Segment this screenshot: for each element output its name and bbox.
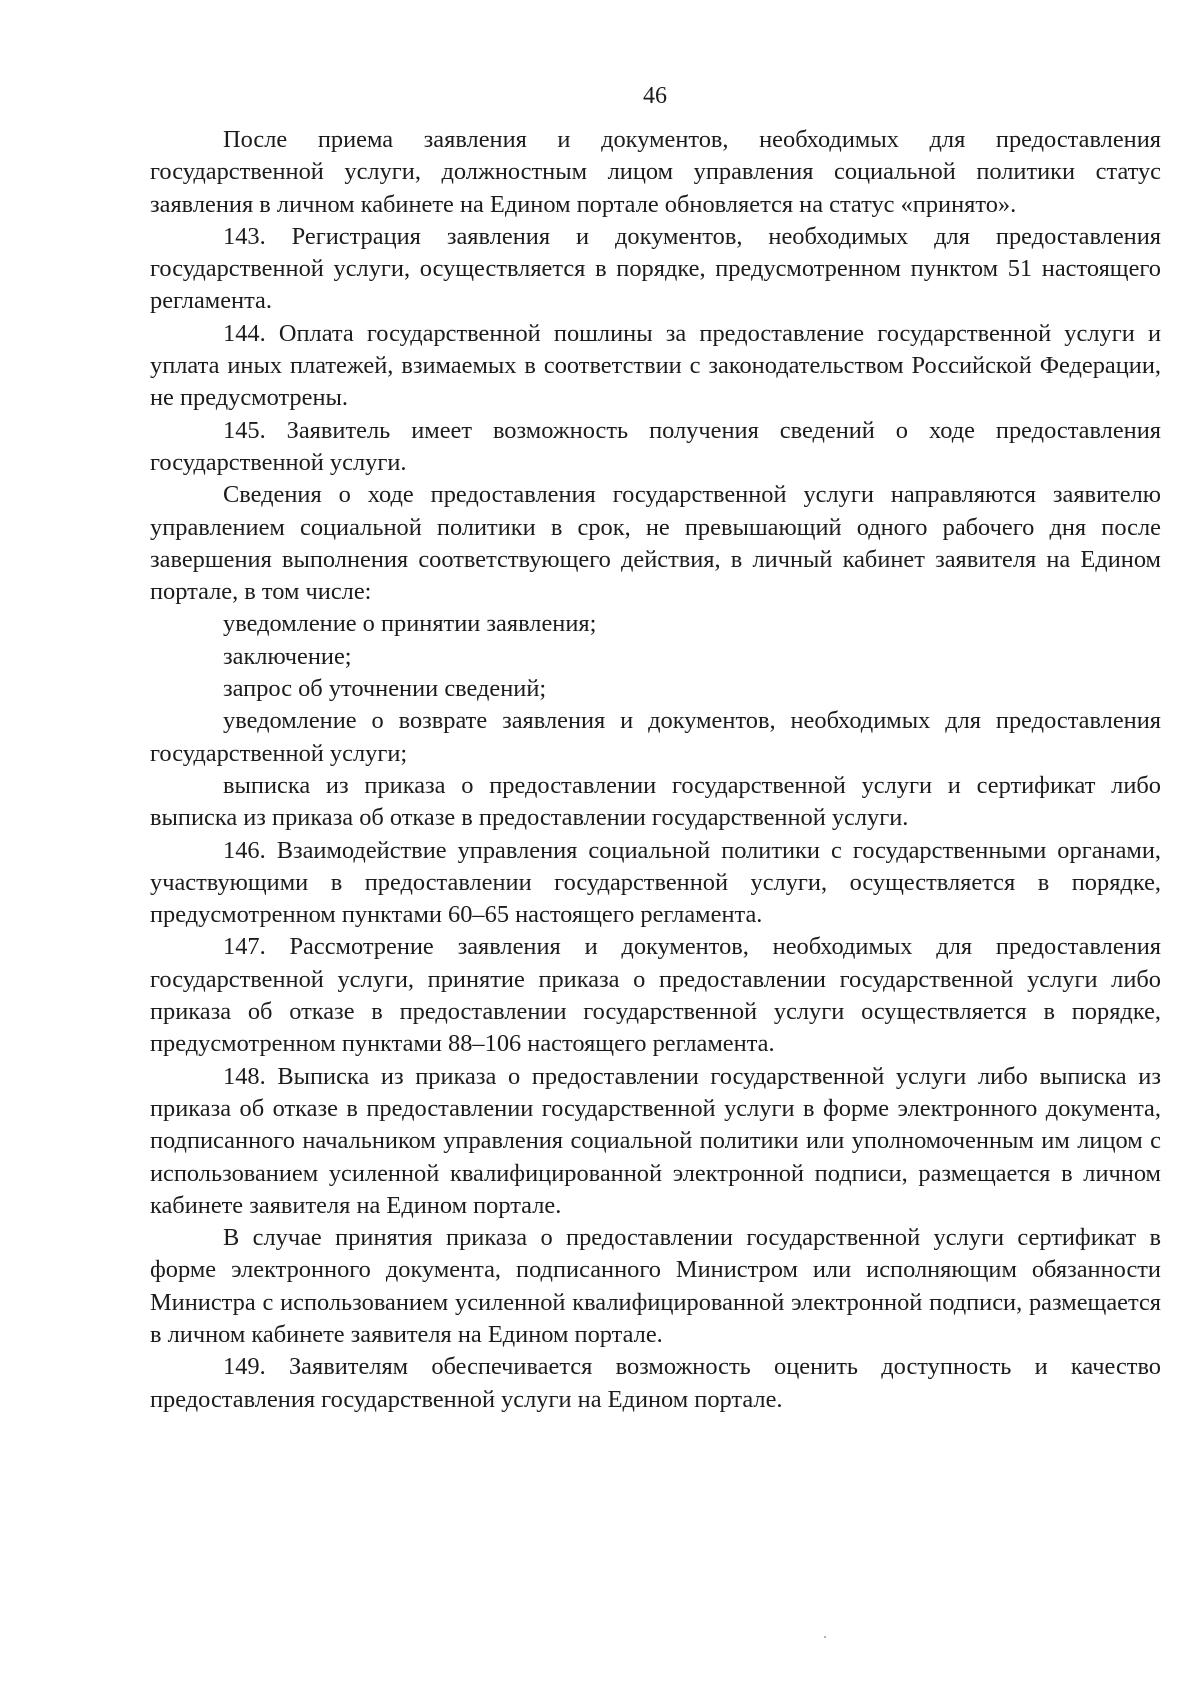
list-item-return-notification: уведомление о возврате заявления и документов, необходимых для предоставления государственной услуги; <box>150 707 1161 767</box>
paragraph-certificate: В случае принятия приказа о предоставлении государственной услуги сертификат в форме электронного документа, подписанного Министром или исполняющим обязанности Министра с использованием усиленной квалифицированной электронной подписи, размещается в личном кабинете заявителя на Едином портале. <box>150 1224 1161 1348</box>
paragraph-148: 148. Выписка из приказа о предоставлении государственной услуги либо выписка из приказа об отказе в предоставлении государственной услуги в форме электронного документа, подписанного начальником управления социальной политики или уполномоченным им лицом с использованием усиленной квалифицированной электронной подписи, размещается в личном кабинете заявителя на Едином портале. <box>150 1062 1161 1219</box>
paragraph-147: 147. Рассмотрение заявления и документов, необходимых для предоставления государственной услуги, принятие приказа о предоставлении государственной услуги либо приказа об отказе в предоставлении государственной услуги осуществляется в порядке, предусмотренном пунктами 88–106 настоящего регламента. <box>150 933 1161 1058</box>
paragraph-149: 149. Заявителям обеспечивается возможность оценить доступность и качество предоставления государственной услуги на Едином портале. <box>150 1353 1161 1413</box>
scan-speck <box>824 1636 826 1638</box>
document-body <box>150 124 1161 1416</box>
paragraph-146: 146. Взаимодействие управления социальной политики с государственными органами, участвующими в предоставлении государственной услуги, осуществляется в порядке, предусмотренном пунктами 60–65 настоящего регламента. <box>150 836 1161 929</box>
paragraph-145: 145. Заявитель имеет возможность получения сведений о ходе предоставления государственной услуги. <box>150 416 1161 476</box>
list-item-notification-accepted: уведомление о принятии заявления; <box>223 610 597 638</box>
list-item-order-extract: выписка из приказа о предоставлении государственной услуги и сертификат либо выписка из приказа об отказе в предоставлении государственной услуги. <box>150 771 1161 832</box>
page-number: 46 <box>643 83 667 109</box>
paragraph-143: 143. Регистрация заявления и документов, необходимых для предоставления государственной услуги, осуществляется в порядке, предусмотренном пунктом 51 настоящего регламента. <box>150 222 1161 315</box>
paragraph-status-accepted: После приема заявления и документов, необходимых для предоставления государственной услуги, должностным лицом управления социальной политики статус заявления в личном кабинете на Едином портале обновляется на статус «принято». <box>150 126 1161 218</box>
list-item-conclusion: заключение; <box>223 642 352 670</box>
list-item-clarification-request: запрос об уточнении сведений; <box>223 675 547 703</box>
paragraph-144: 144. Оплата государственной пошлины за предоставление государственной услуги и уплата иных платежей, взимаемых в соответствии с законодательством Российской Федерации, не предусмотрены. <box>150 319 1161 412</box>
paragraph-progress-info: Сведения о ходе предоставления государственной услуги направляются заявителю управлением социальной политики в срок, не превышающий одного рабочего дня после завершения выполнения соответствующего действия, в личный кабинет заявителя на Едином портале, в том числе: <box>150 481 1161 606</box>
